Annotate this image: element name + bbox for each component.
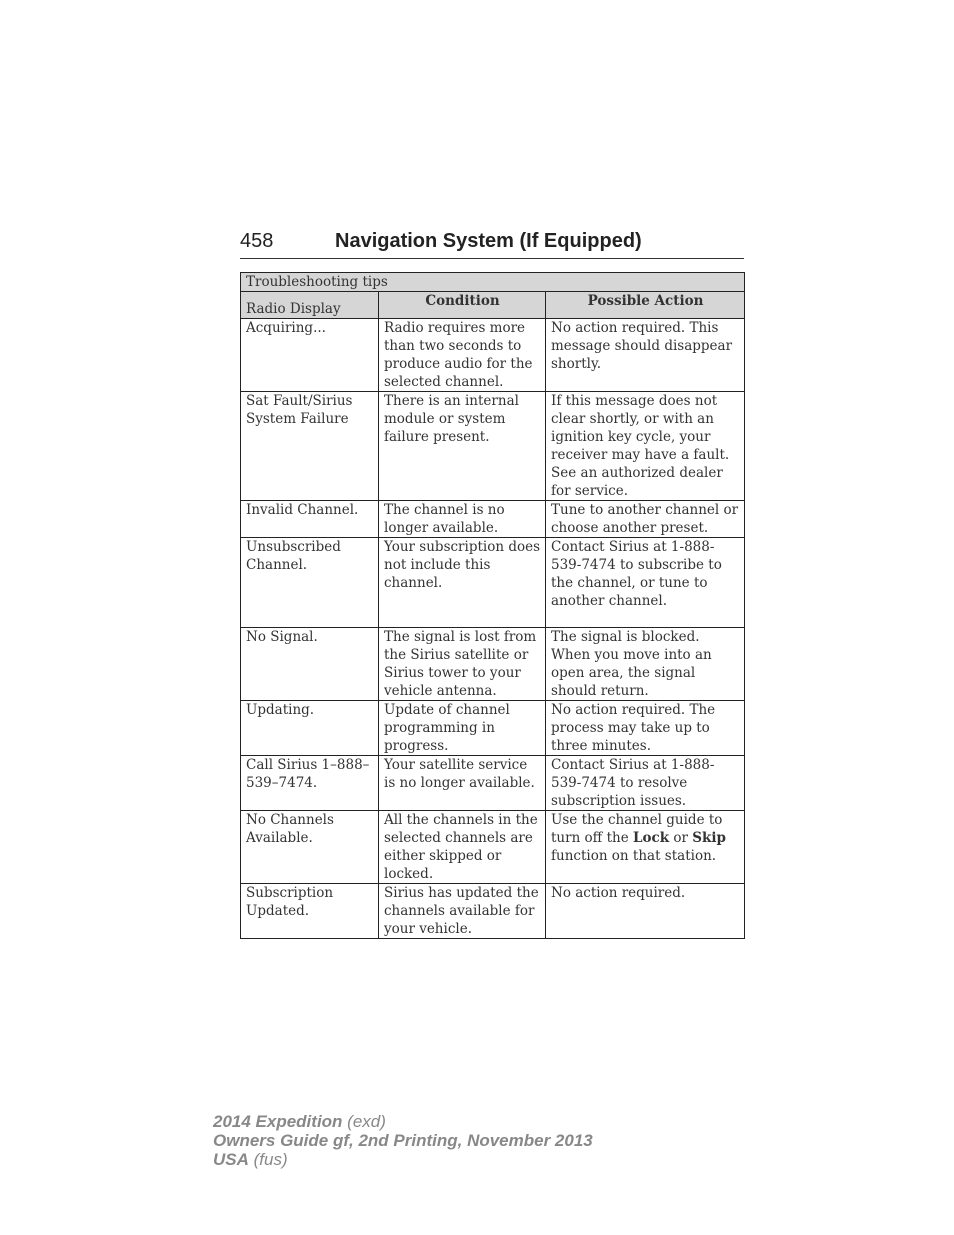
column-header-possible-action: Possible Action: [546, 292, 745, 319]
footer-line-model: [213, 1112, 593, 1131]
radio-display-cell: Sat Fault/Sirius System Failure: [241, 392, 379, 501]
table-row: [241, 319, 745, 392]
footer-model-code: (exd): [342, 1112, 386, 1131]
condition-cell: The channel is no longer available.: [379, 501, 546, 538]
condition-cell: Sirius has updated the channels available for your vehicle.: [379, 884, 546, 939]
table-row: [241, 392, 745, 501]
lock-keyword: Lock: [632, 830, 670, 846]
radio-display-cell: Updating.: [241, 701, 379, 756]
table-header-row: [241, 292, 745, 319]
table-row: [241, 628, 745, 701]
table-caption: Troubleshooting tips: [241, 273, 745, 292]
column-header-condition: Condition: [379, 292, 546, 319]
radio-display-cell: Unsubscribed Channel.: [241, 538, 379, 628]
skip-keyword: Skip: [692, 830, 726, 846]
table-row: [241, 884, 745, 939]
action-cell: [546, 811, 745, 884]
radio-display-cell: Subscription Updated.: [241, 884, 379, 939]
condition-cell: All the channels in the selected channels are either skipped or locked.: [379, 811, 546, 884]
action-cell: No action required.: [546, 884, 745, 939]
action-cell: Contact Sirius at 1-888-539-7474 to subscribe to the channel, or tune to another channel.: [546, 538, 745, 628]
table-row: [241, 701, 745, 756]
action-cell: If this message does not clear shortly, or with an ignition key cycle, your receiver may have a fault. See an authorized dealer for service.: [546, 392, 745, 501]
table-row: [241, 811, 745, 884]
condition-cell: Your satellite service is no longer available.: [379, 756, 546, 811]
condition-cell: There is an internal module or system failure present.: [379, 392, 546, 501]
radio-display-cell: No Channels Available.: [241, 811, 379, 884]
page-number: 458: [240, 230, 274, 252]
radio-display-cell: Acquiring...: [241, 319, 379, 392]
condition-cell: Update of channel programming in progress.: [379, 701, 546, 756]
action-cell: The signal is blocked. When you move into an open area, the signal should return.: [546, 628, 745, 701]
radio-display-cell: Invalid Channel.: [241, 501, 379, 538]
page-footer: [213, 1112, 593, 1169]
section-title: Navigation System (If Equipped): [335, 230, 642, 252]
condition-cell: Your subscription does not include this channel.: [379, 538, 546, 628]
radio-display-cell: No Signal.: [241, 628, 379, 701]
footer-market-code: (fus): [248, 1150, 288, 1169]
action-text: or: [669, 830, 693, 846]
table-row: [241, 538, 745, 628]
action-cell: Contact Sirius at 1-888-539-7474 to resolve subscription issues.: [546, 756, 745, 811]
footer-line-market: [213, 1150, 593, 1169]
page-header: [240, 228, 744, 259]
condition-cell: The signal is lost from the Sirius satellite or Sirius tower to your vehicle antenna.: [379, 628, 546, 701]
footer-model: 2014 Expedition: [213, 1112, 343, 1131]
condition-cell: Radio requires more than two seconds to produce audio for the selected channel.: [379, 319, 546, 392]
table-caption-row: [241, 273, 745, 292]
troubleshooting-table: [240, 272, 745, 939]
footer-market: USA: [213, 1150, 249, 1169]
column-header-radio-display: Radio Display: [241, 292, 379, 319]
radio-display-cell: Call Sirius 1–888–539–7474.: [241, 756, 379, 811]
action-cell: No action required. The process may take up to three minutes.: [546, 701, 745, 756]
table-row: [241, 756, 745, 811]
action-text: function on that station.: [551, 848, 717, 864]
action-cell: No action required. This message should disappear shortly.: [546, 319, 745, 392]
table-row: [241, 501, 745, 538]
footer-printing: Owners Guide gf, 2nd Printing, November 2013: [213, 1131, 593, 1150]
action-text: Use the channel guide to turn off the: [551, 812, 723, 846]
action-cell: Tune to another channel or choose another preset.: [546, 501, 745, 538]
